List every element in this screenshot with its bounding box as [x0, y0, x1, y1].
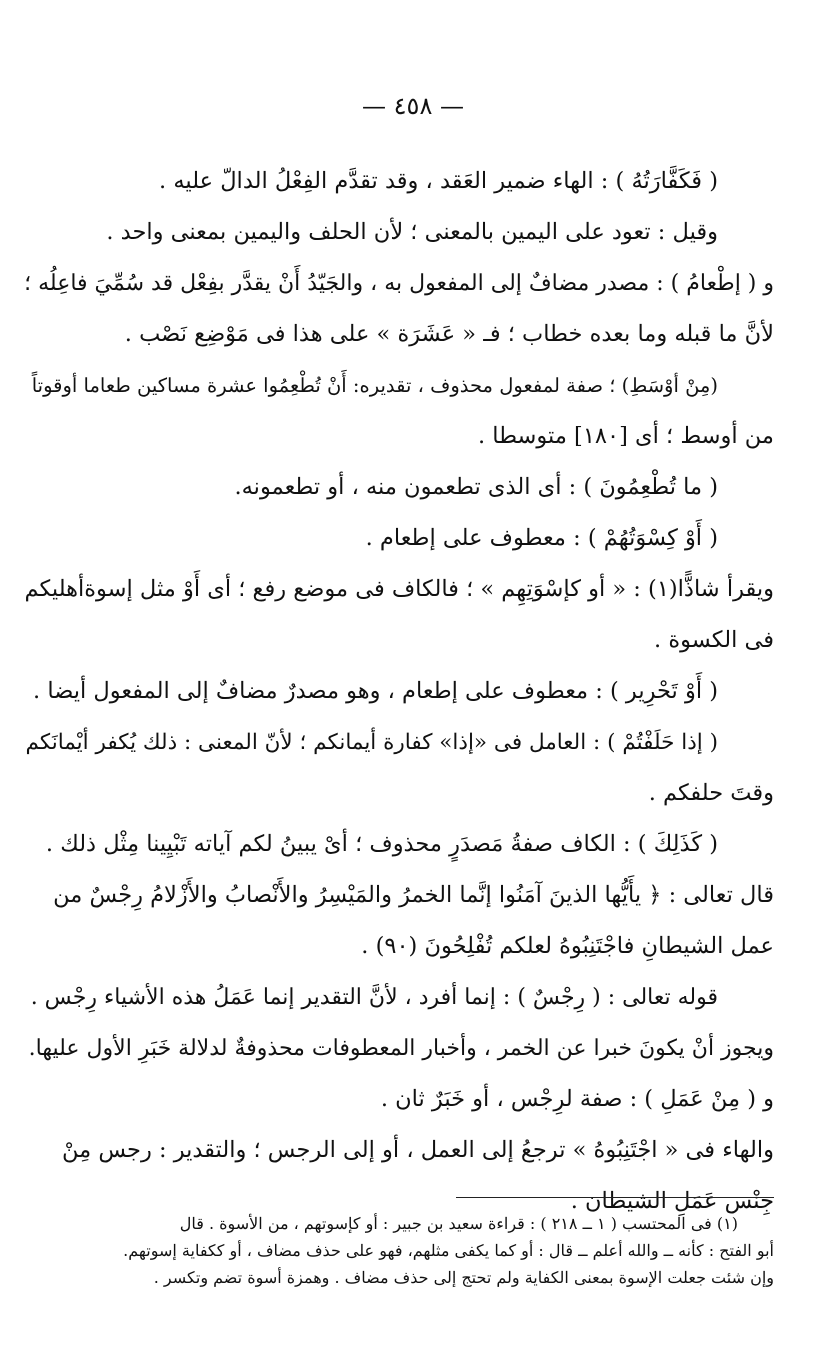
body-line: و ( مِنْ عَمَلِ ) : صفة لرِجْس ، أو خَبَرٌ ثان .: [380, 1086, 774, 1112]
page-number: — ٤٥٨ —: [362, 92, 464, 120]
body-line: فى الكسوة .: [654, 627, 774, 653]
body-line: وقيل : تعود على اليمين بالمعنى ؛ لأن الحلف واليمين بمعنى واحد .: [106, 219, 718, 245]
body-text: [24, 156, 774, 1227]
body-line: لأنَّ ما قبله وما بعده خطاب ؛ فـ « عَشَرَة » على هذا فى مَوْضِع نَصْب .: [124, 321, 774, 347]
body-line: ويجوز أنْ يكونَ خبرا عن الخمر ، وأخبار المعطوفات محذوفةٌ لدلالة خَبَرِ الأول عليها.: [28, 1036, 774, 1061]
footnote-line: (١) فى المحتسب ( ١ ــ ٢١٨ ) : قراءة سعيد بن جبير : أو كإسوتهم ، من الأسوة . قال: [179, 1214, 738, 1233]
body-line: ( كَذَلِكَ ) : الكاف صفةُ مَصدَرٍ محذوف ؛ أىْ يبينُ لكم آياته تَبْيِينا مِثْل ذلك .: [45, 831, 718, 857]
body-line: ( أَوْ كِسْوَتُهُمْ ) : معطوف على إطعام .: [365, 525, 718, 551]
body-line: وقتَ حلفكم .: [648, 780, 774, 806]
footnote-line: وإن شئت جعلت الإسوة بمعنى الكفاية ولم تحتج إلى حذف مضاف . وهمزة أسوة تضم وتكسر .: [153, 1268, 774, 1287]
body-line: ( إذا حَلَفْتُمْ ) : العامل فى «إذا» كفارة أيمانكم ؛ لأنّ المعنى : ذلك يُكفر أيْمانَكم: [25, 730, 718, 755]
body-line: جِنْس عَمَلِ الشيطان .: [570, 1188, 774, 1214]
body-line: من أوسط ؛ أى [١٨٠] متوسطا .: [477, 423, 774, 449]
body-line: ( أَوْ تَحْرِير ) : معطوف على إطعام ، وهو مصدرٌ مضافٌ إلى المفعول أيضا .: [33, 678, 718, 704]
body-line: ويقرأ شاذًّا(١) : « أو كإسْوَتِهِم » ؛ فالكاف فى موضع رفع ؛ أى أَوْ مثل إسوةأهليكم: [24, 576, 774, 602]
body-line: و ( إطْعامُ ) : مصدر مضافٌ إلى المفعول به ، والجَيّدُ أَنْ يقدَّر بفِعْل قد سُمِّيَ فاعِلُه ؛: [24, 271, 774, 296]
body-line: ( فَكَفَّارَتُهُ ) : الهاء ضمير العَقد ، وقد تقدَّم الفِعْلُ الدالّ عليه .: [159, 168, 718, 194]
body-line: قوله تعالى : ( رِجْسٌ ) : إنما أفرد ، لأنَّ التقدير إنما عَمَلُ هذه الأشياء رِجْس .: [30, 985, 718, 1010]
footnotes: [38, 1210, 774, 1291]
footnote-line: أبو الفتح : كأنه ــ والله أعلم ــ قال : أو كما يكفى مثلهم، فهو على حذف مضاف ، أو ككفاية إسوتهم.: [123, 1241, 774, 1260]
footnote-divider: [456, 1197, 774, 1198]
body-line: (مِنْ أوْسَطِ) ؛ صفة لمفعول محذوف ، تقديره: أَنْ تُطْعِمُوا عشرة مساكين طعاما أوقوتاً: [31, 374, 718, 397]
body-line: قال تعالى : ﴿ يأَيُّها الذينَ آمَنُوا إنَّما الخمرُ والمَيْسِرُ والأَنْصابُ والأَزْلامُ رِجْسٌ من: [53, 882, 774, 908]
body-line: عمل الشيطانِ فاجْتَنِبُوهُ لعلكم تُفْلِحُونَ (٩٠) .: [361, 933, 774, 959]
body-line: ( ما تُطْعِمُونَ ) : أى الذى تطعمون منه ، أو تطعمونه.: [234, 474, 718, 500]
body-line: والهاء فى « اجْتَنِبُوهُ » ترجعُ إلى العمل ، أو إلى الرجس ؛ والتقدير : رجس مِنْ: [62, 1137, 774, 1163]
